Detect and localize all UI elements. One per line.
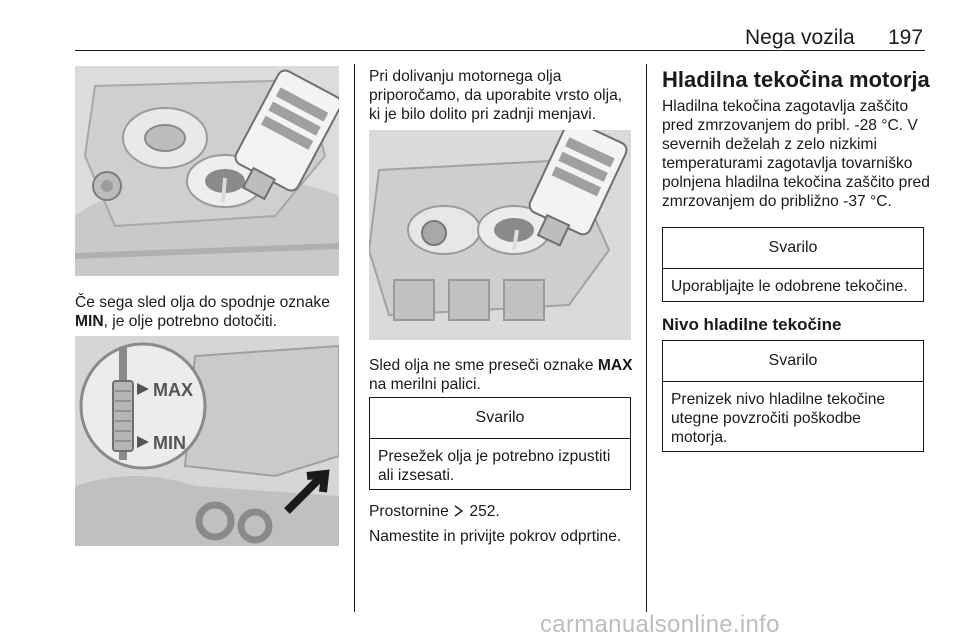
oil-recommendation-paragraph: Pri dolivanju motornega olja priporočamo, da uporabite vrsto olja, ki je bilo dolito pri zadnji menjavi. xyxy=(369,68,623,123)
oil-bottle-pouring-photo xyxy=(369,130,631,340)
engine-oil-filling-photo xyxy=(75,66,339,276)
coolant-section-heading: Hladilna tekočina motorja xyxy=(662,67,930,92)
warning-box-oil xyxy=(369,397,631,490)
capacities-reference xyxy=(369,502,635,521)
cap-instruction-paragraph: Namestite in privijte pokrov odprtine. xyxy=(369,528,622,545)
dipstick-illustration xyxy=(75,336,339,546)
coolant-level-subheading: Nivo hladilne tekočine xyxy=(662,315,842,334)
dipstick-photo xyxy=(75,336,339,546)
max-mark-paragraph xyxy=(369,356,635,394)
column-divider-2 xyxy=(646,64,647,612)
max-mark-text-end: na merilni palici. xyxy=(369,376,481,393)
warning-body: Presežek olja je potrebno izpustiti ali izsesati. xyxy=(378,448,611,484)
min-mark-text-end: , je olje potrebno dotočiti. xyxy=(103,313,277,330)
warning-title: Svarilo xyxy=(663,228,923,269)
max-mark-bold: MAX xyxy=(597,357,633,374)
min-mark-paragraph xyxy=(75,293,345,331)
warning-box-coolant-approved xyxy=(662,227,924,302)
dipstick-min-label: MIN xyxy=(153,433,186,453)
warning-title: Svarilo xyxy=(370,398,630,439)
header-rule xyxy=(75,50,925,51)
warning-body: Uporabljajte le odobrene tekočine. xyxy=(671,278,908,295)
warning-body: Prenizek nivo hladilne tekočine utegne povzročiti poškodbe motorja. xyxy=(671,391,886,446)
min-mark-text-start: Če sega sled olja do spodnje oznake xyxy=(75,294,330,311)
min-mark-bold: MIN xyxy=(75,313,104,330)
dipstick-max-label: MAX xyxy=(153,380,193,400)
max-mark-text-start: Sled olja ne sme preseči oznake xyxy=(369,357,598,374)
running-header-title: Nega vozila xyxy=(745,26,855,49)
engine-oil-filling-illustration xyxy=(75,66,339,276)
capacities-page-ref[interactable]: 252. xyxy=(465,503,500,520)
coolant-protection-paragraph: Hladilna tekočina zagotavlja zaščito pred zmrzovanjem do pribl. -28 °C. V severnih deželah z zelo nizkimi temperaturami zagotavlja tovarniško polnjena hladilna tekočina zaščito pred zmrzovanjem do približno -37 °C. xyxy=(662,98,930,210)
warning-title: Svarilo xyxy=(663,341,923,382)
page-number: 197 xyxy=(888,26,924,49)
column-divider-1 xyxy=(354,64,355,612)
oil-bottle-pouring-illustration xyxy=(369,130,631,340)
capacities-text: Prostornine xyxy=(369,503,454,520)
watermark: carmanualsonline.info xyxy=(540,611,780,638)
warning-box-coolant-level xyxy=(662,340,924,452)
xref-arrow-icon[interactable] xyxy=(453,504,465,518)
